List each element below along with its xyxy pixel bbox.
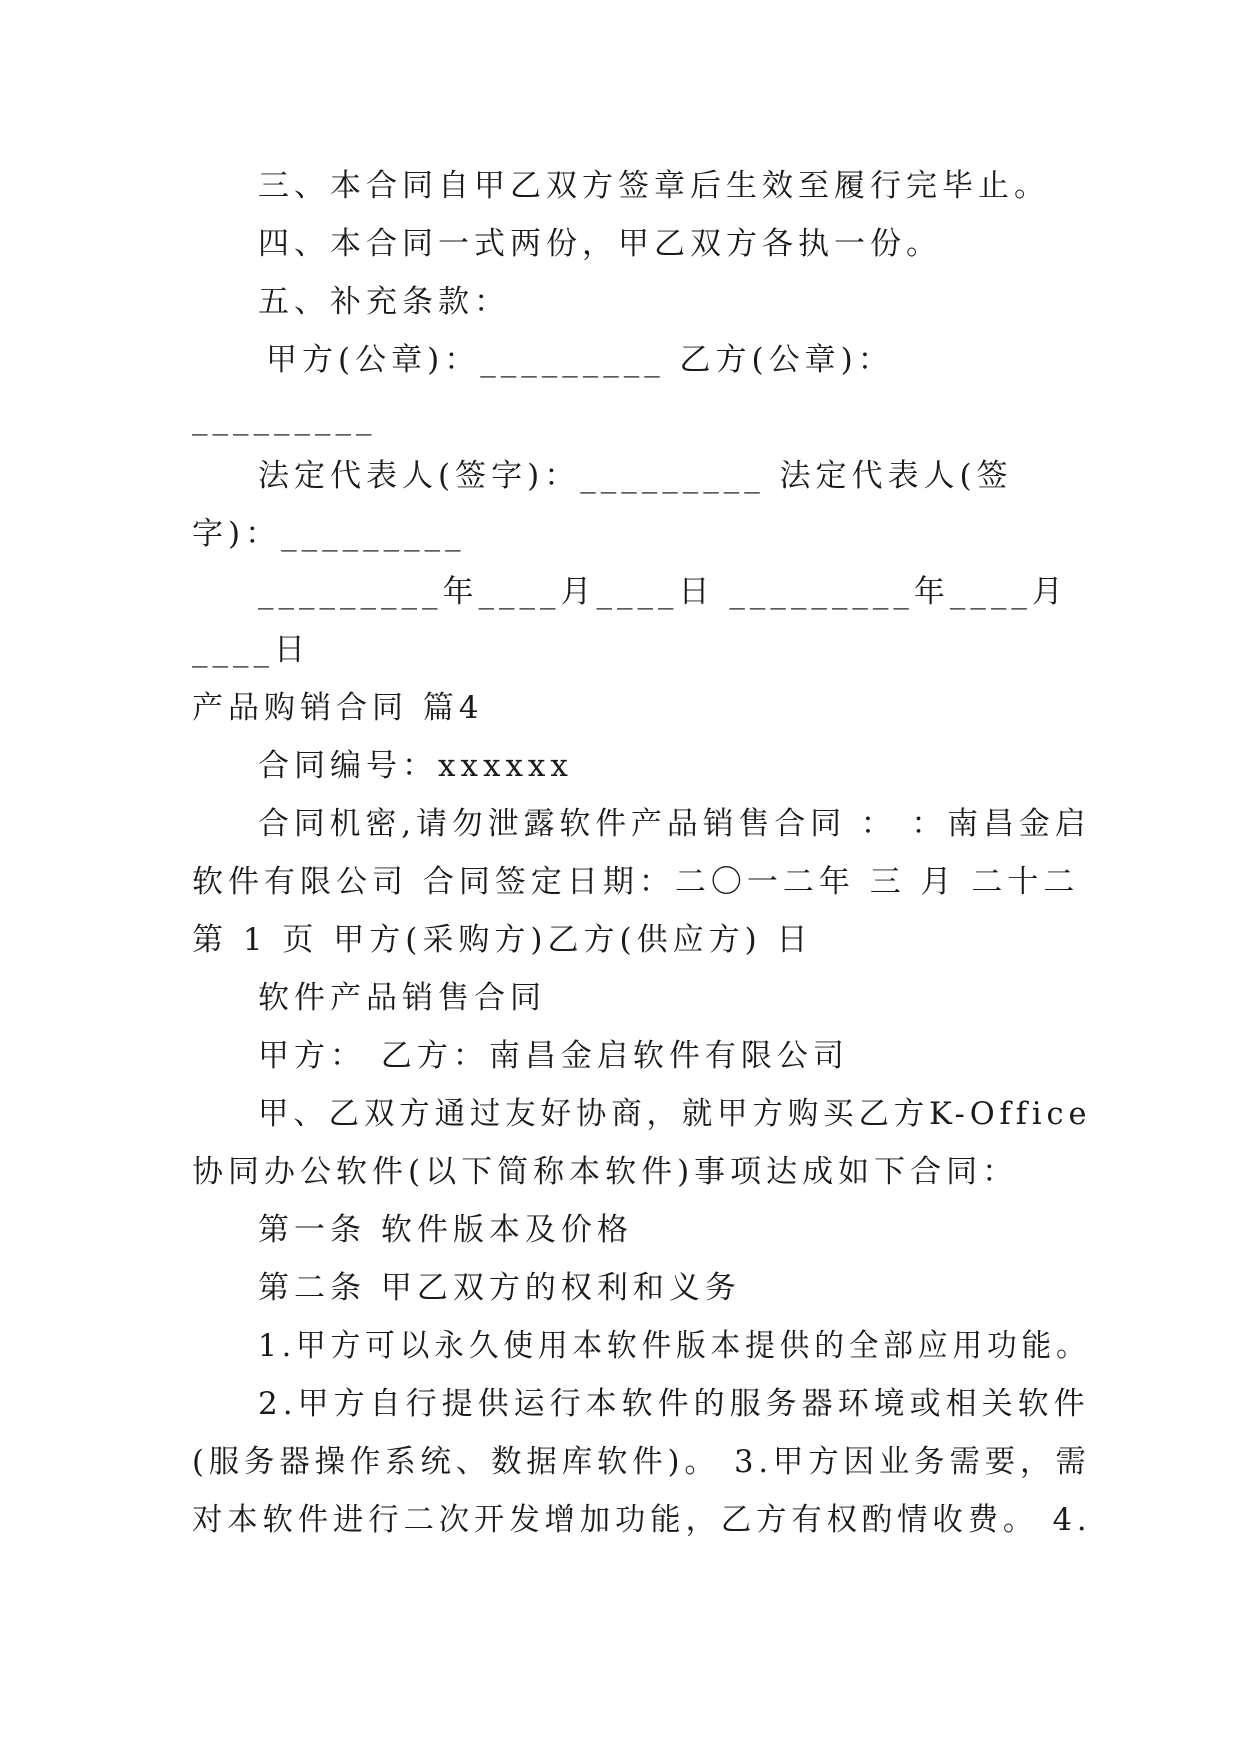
representative-line: 法定代表人(签字)：_________ 法定代表人(签 — [258, 458, 1013, 494]
clause-3: 三、本合同自甲乙双方签章后生效至履行完毕止。 — [258, 168, 1050, 204]
item-2-cont: (服务器操作系统、数据库软件)。 3.甲方因业务需要，需 — [192, 1444, 1091, 1480]
intro-line-cont: 协同办公软件(以下简称本软件)事项达成如下合同： — [192, 1154, 1019, 1190]
date-line: _________年____月____日 _________年____月 — [258, 574, 1068, 610]
contract-title: 软件产品销售合同 — [258, 980, 546, 1016]
item-2: 2.甲方自行提供运行本软件的服务器环境或相关软件 — [258, 1386, 1090, 1422]
item-3-cont: 对本软件进行二次开发增加功能，乙方有权酌情收费。 4. — [192, 1502, 1092, 1538]
item-1: 1.甲方可以永久使用本软件版本提供的全部应用功能。 — [258, 1328, 1091, 1364]
seal-line: 甲方(公章)：_________ 乙方(公章)： — [266, 342, 894, 378]
clause-4: 四、本合同一式两份，甲乙双方各执一份。 — [258, 226, 942, 262]
parties-line: 甲方： 乙方：南昌金启软件有限公司 — [258, 1038, 849, 1074]
seal-line-cont: _________ — [192, 400, 377, 436]
contract-number: 合同编号：xxxxxx — [258, 748, 573, 784]
page-parties-line: 第 1 页 甲方(采购方)乙方(供应方) 日 — [192, 922, 813, 958]
clause-5: 五、补充条款： — [258, 284, 510, 320]
representative-line-cont: 字)：_________ — [192, 516, 466, 552]
confidential-line: 合同机密,请勿泄露软件产品销售合同 ： ：南昌金启 — [258, 806, 1091, 842]
article-2: 第二条 甲乙双方的权利和义务 — [258, 1270, 741, 1306]
company-date-line: 软件有限公司 合同签定日期：二〇一二年 三 月 二十二 — [192, 864, 1080, 900]
article-1: 第一条 软件版本及价格 — [258, 1212, 633, 1248]
intro-line: 甲、乙双方通过友好协商，就甲方购买乙方K-Office — [258, 1096, 1092, 1132]
date-line-cont: ____日 — [192, 632, 310, 668]
section-heading: 产品购销合同 篇4 — [192, 690, 484, 726]
